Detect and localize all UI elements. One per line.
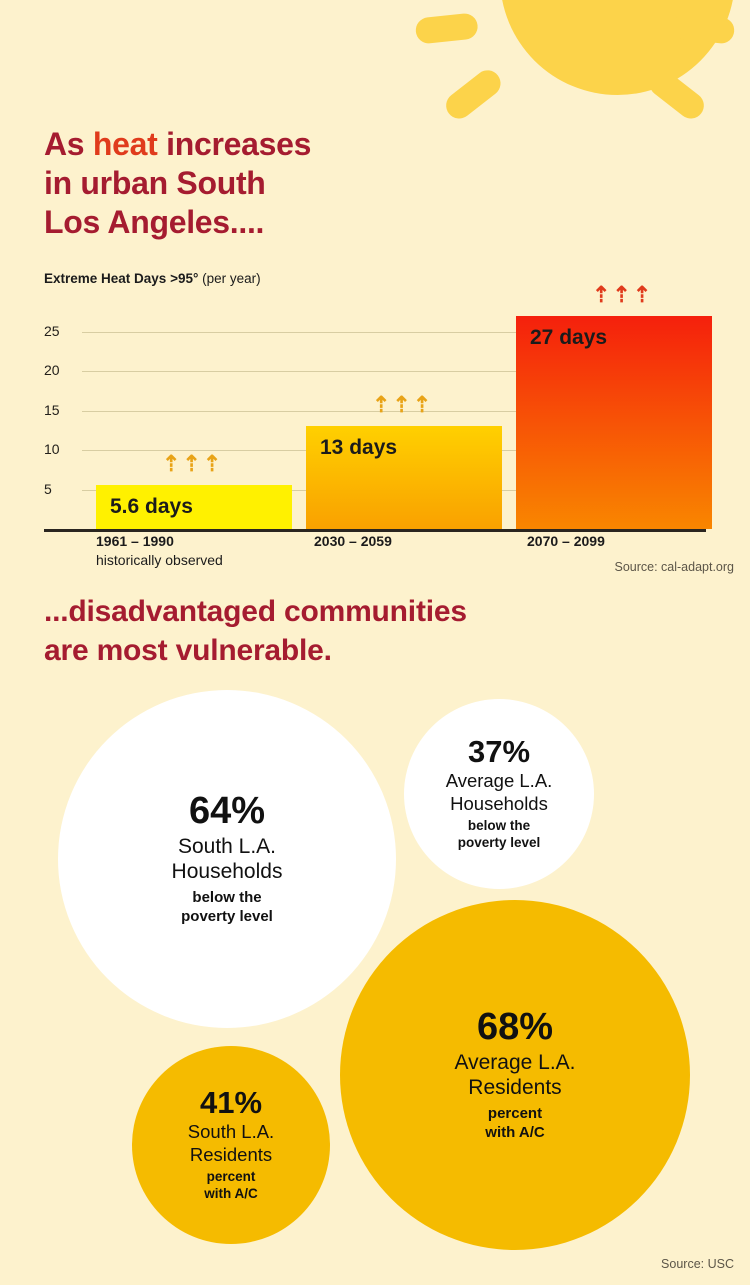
headline-primary (44, 125, 311, 242)
chart-title (44, 271, 261, 286)
heat-arrows-icon: ⇡⇡⇡ (372, 392, 434, 418)
bar-1961-1990 (96, 485, 292, 529)
heat-arrows-icon: ⇡⇡⇡ (592, 281, 654, 307)
sun-core-icon (500, 0, 735, 95)
headline-text-increases: increases (157, 126, 312, 162)
x-axis-label-main: 1961 – 1990 (96, 533, 174, 549)
bubble-sub-1: below the (192, 888, 262, 906)
x-axis-label-3 (527, 532, 605, 551)
y-axis-tick: 15 (44, 401, 60, 418)
bar-chart (44, 281, 706, 532)
chart-source: Source: cal-adapt.org (614, 560, 734, 574)
sun-ray-icon (415, 12, 479, 44)
bubble-sub-1: percent (487, 1104, 543, 1122)
headline-text-heat: heat (92, 126, 158, 162)
sun-ray-icon (671, 12, 735, 44)
headline-secondary (44, 592, 467, 670)
bar-value-label: 27 days (530, 325, 608, 349)
bubble-sub-2: with A/C (204, 1186, 258, 1202)
x-axis-label-sub: historically observed (96, 551, 223, 568)
headline-line-1 (44, 125, 311, 164)
bubble-sub-1: percent (206, 1169, 256, 1185)
bubbles-source: Source: USC (661, 1257, 734, 1271)
headline-line-3: Los Angeles.... (44, 204, 265, 241)
bubble-sub-1: below the (467, 818, 531, 834)
sun-ray-icon (441, 65, 506, 124)
y-axis-tick: 25 (44, 322, 60, 339)
bubble-line-1: South L.A. (187, 1121, 275, 1143)
x-axis-label-1 (96, 532, 223, 570)
bubble-line-2: Households (450, 792, 548, 814)
chart-title-light: (per year) (198, 271, 261, 286)
headline-text-as: As (44, 126, 93, 162)
bubble-line-1: Average L.A. (454, 1050, 576, 1074)
heat-arrows-icon: ⇡⇡⇡ (162, 450, 224, 476)
sun-ray-icon (644, 65, 709, 124)
bubble-sub-2: poverty level (457, 835, 541, 851)
x-axis-label-main: 2030 – 2059 (314, 533, 392, 549)
bubble-average-la-residents-ac (340, 900, 690, 1250)
bubble-sub-2: with A/C (485, 1123, 545, 1141)
y-axis-tick: 10 (44, 441, 60, 458)
y-axis-tick: 5 (44, 480, 52, 497)
bar-value-label: 5.6 days (110, 494, 193, 518)
bubble-south-la-residents-ac (132, 1046, 330, 1244)
sun-decoration (340, 0, 750, 180)
bar-2070-2099 (516, 316, 712, 529)
bubble-sub-2: poverty level (181, 907, 273, 925)
headline2-line-1: ...disadvantaged communities (44, 595, 467, 628)
bubble-line-1: Average L.A. (445, 770, 553, 792)
bubble-percent: 68% (476, 1005, 554, 1048)
x-axis-label-main: 2070 – 2099 (527, 533, 605, 549)
bubble-percent: 64% (188, 789, 266, 832)
bubble-percent: 37% (467, 733, 531, 769)
bubble-line-2: Residents (468, 1076, 562, 1100)
bubble-line-2: Residents (189, 1143, 273, 1165)
bar-2030-2059 (306, 426, 502, 529)
headline-line-2: in urban South (44, 165, 266, 202)
chart-title-bold: Extreme Heat Days >95° (44, 271, 199, 286)
bubble-line-2: Households (171, 860, 283, 884)
bar-value-label: 13 days (320, 436, 398, 460)
bubble-south-la-households-poverty (58, 690, 396, 1028)
bubble-line-1: South L.A. (177, 834, 277, 858)
x-axis-label-2 (314, 532, 392, 551)
headline2-line-2: are most vulnerable. (44, 634, 332, 667)
y-axis-tick: 20 (44, 362, 60, 379)
bubble-average-la-households-poverty (404, 699, 594, 889)
bubble-percent: 41% (199, 1084, 263, 1120)
